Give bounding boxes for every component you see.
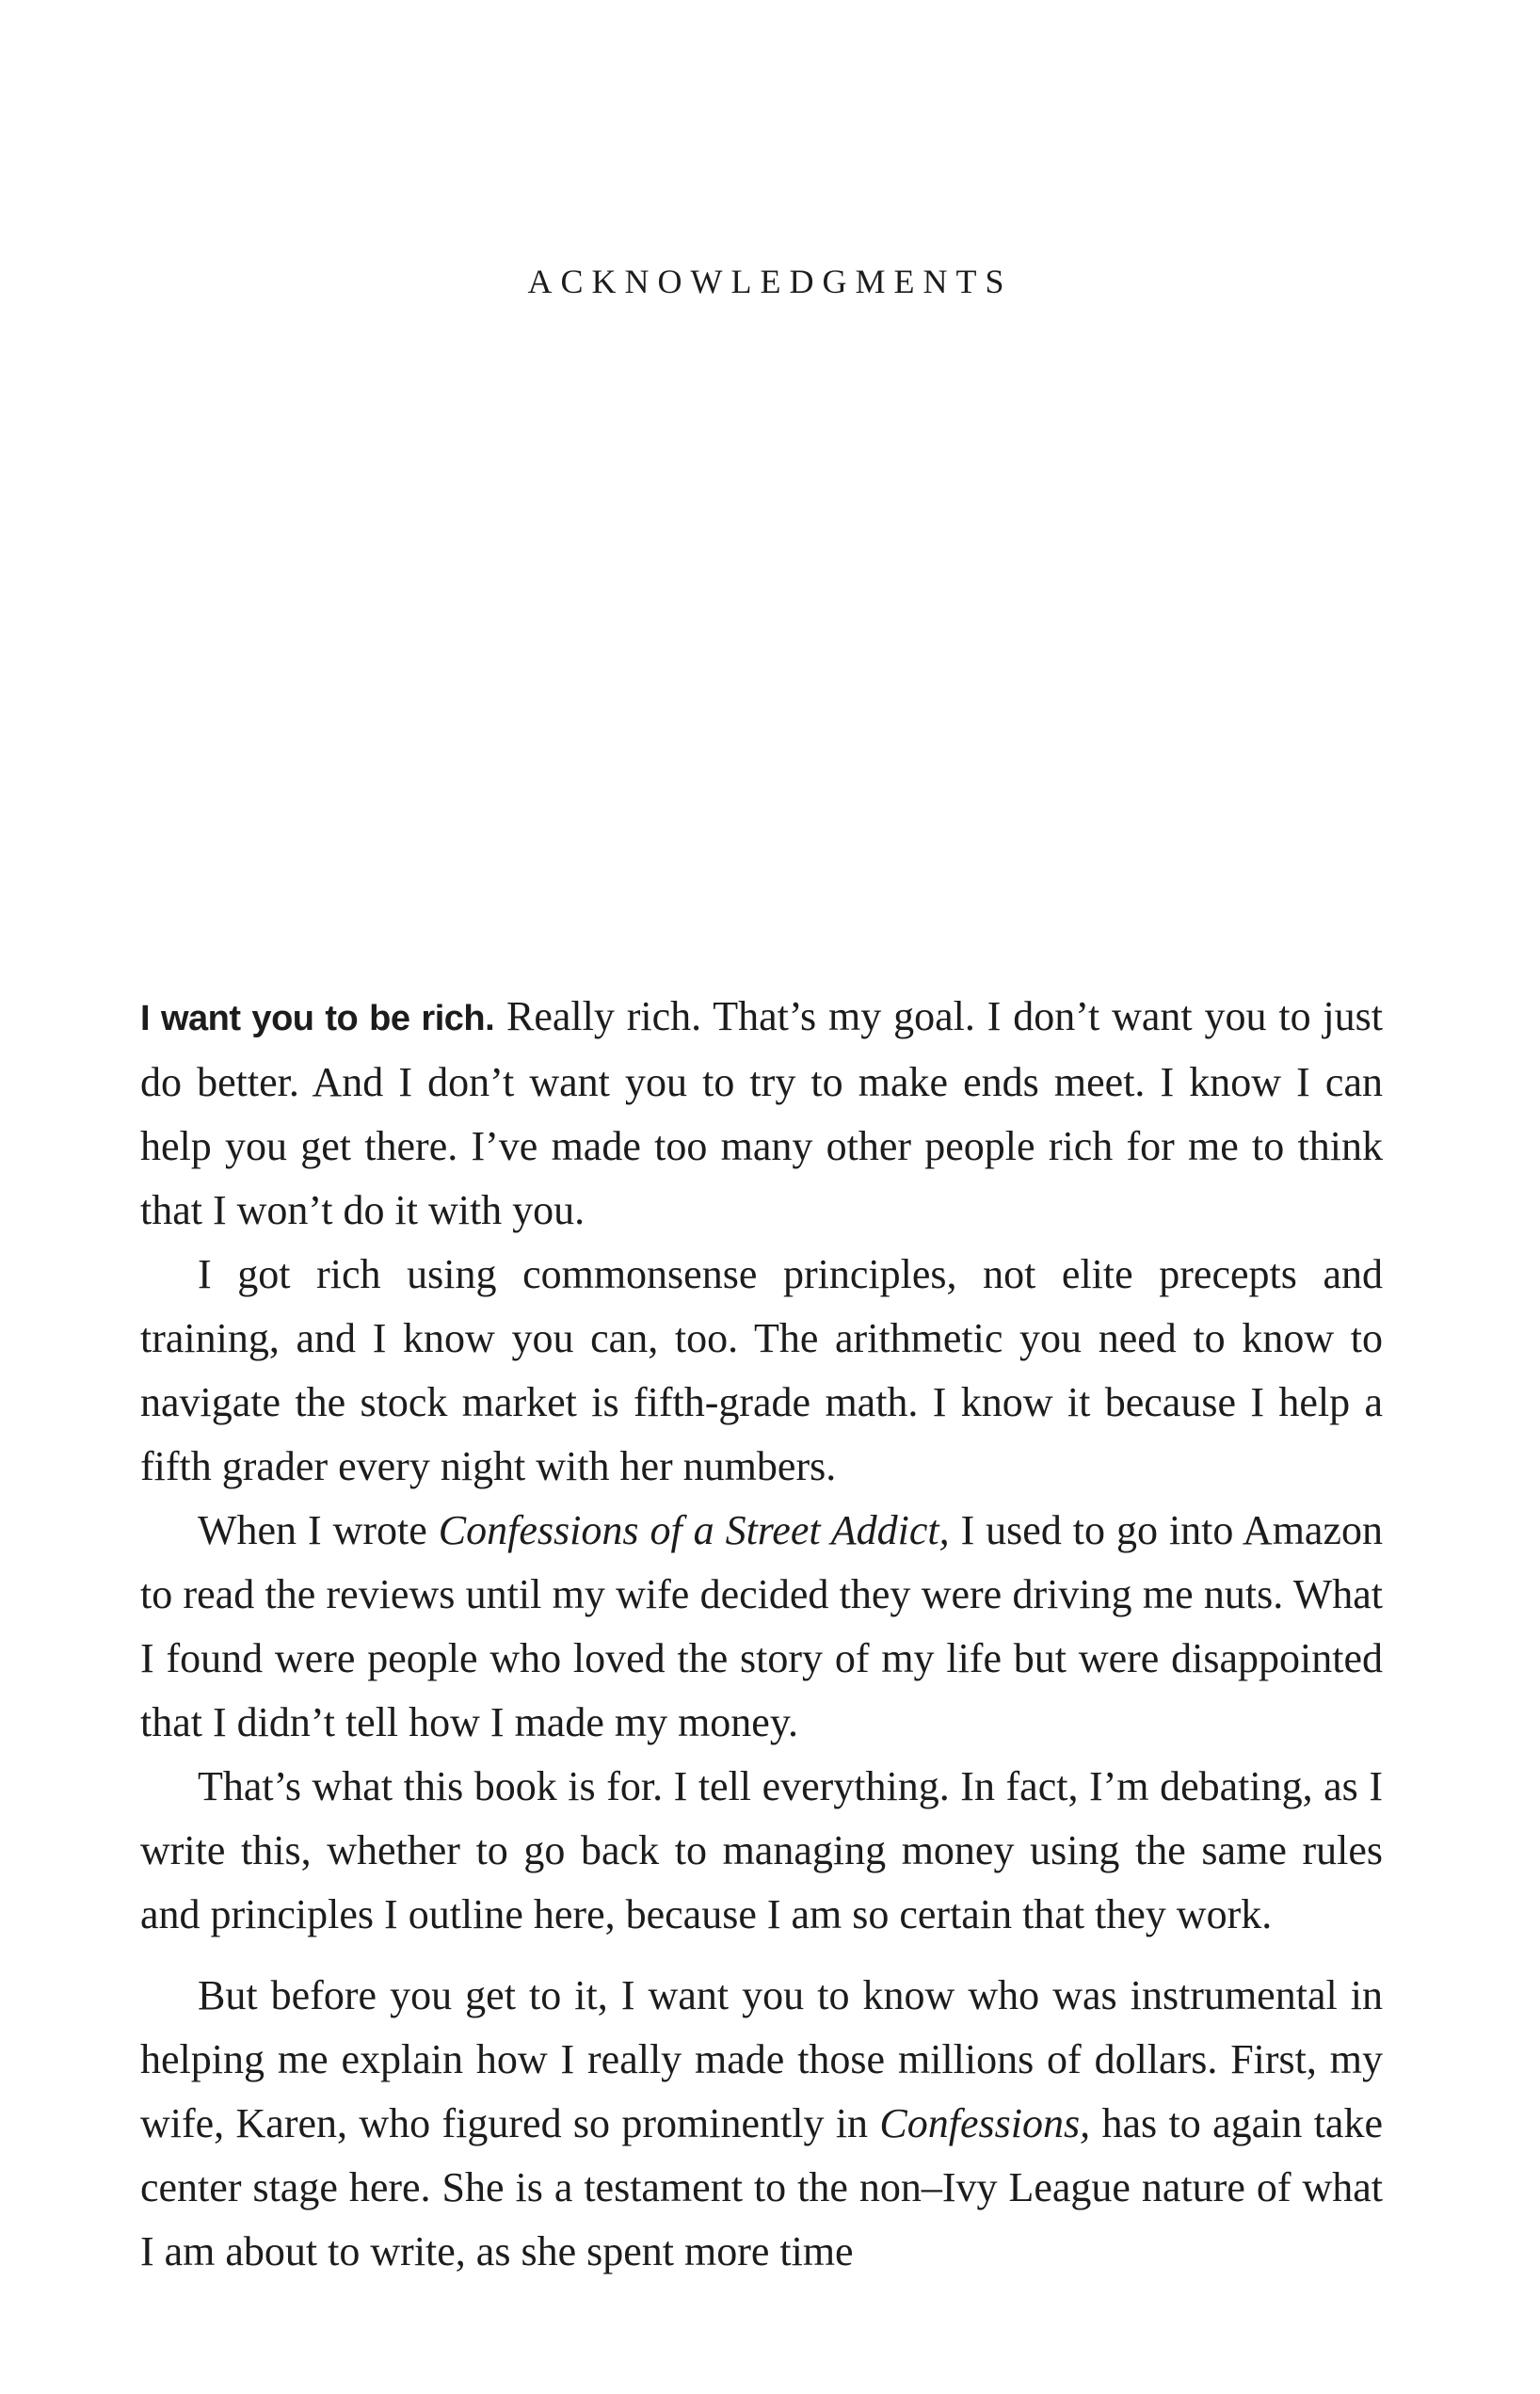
paragraph-3 [140, 1499, 1383, 1755]
chapter-heading: ACKNOWLEDGMENTS [527, 263, 1013, 300]
body-text [140, 985, 1383, 2284]
paragraph-3-before: When I wrote [198, 1507, 439, 1553]
book-title-confessions-of-a-street-addict: Confessions of a Street Addict, [438, 1507, 950, 1553]
book-title-confessions: Confessions, [879, 2100, 1091, 2146]
paragraph-5-after: has to again take center stage here. She is a testament to the non–Ivy League nature of what I am about to write, as she spent more time [140, 2100, 1383, 2274]
paragraph-2: I got rich using commonsense principles, not elite precepts and training, and I know you can, too. The arithmetic you need to know to navigate the stock market is fifth-grade math. I know it because I help a fifth grader every night with her numbers. [140, 1251, 1383, 1489]
paragraph-4: That’s what this book is for. I tell everything. In fact, I’m debating, as I write this, whether to go back to managing money using the same rules and principles I outline here, because I am so certain that they work. [140, 1763, 1383, 1937]
paragraph-5 [140, 1964, 1383, 2284]
lead-in-phrase: I want you to be rich. [140, 999, 495, 1038]
paragraph-1-text: Really rich. That’s my goal. I don’t want you to just do better. And I don’t want you to try to make ends meet. I know I can help you get there. I’ve made too many other people rich for me to think that I won’t do it with you. [140, 993, 1384, 1233]
paragraph-1 [140, 985, 1383, 1243]
paragraph-3-after: I used to go into Amazon to read the reviews until my wife decided they were driving me nuts. What I found were people who loved the story of my life but were disappointed that I didn’t tell how I made my money. [140, 1507, 1383, 1745]
paragraph-5-before: But before you get to it, I want you to know who was instrumental in helping me explain how I really made those millions of dollars. First, my wife, Karen, who figured so prominently in [140, 1972, 1383, 2146]
